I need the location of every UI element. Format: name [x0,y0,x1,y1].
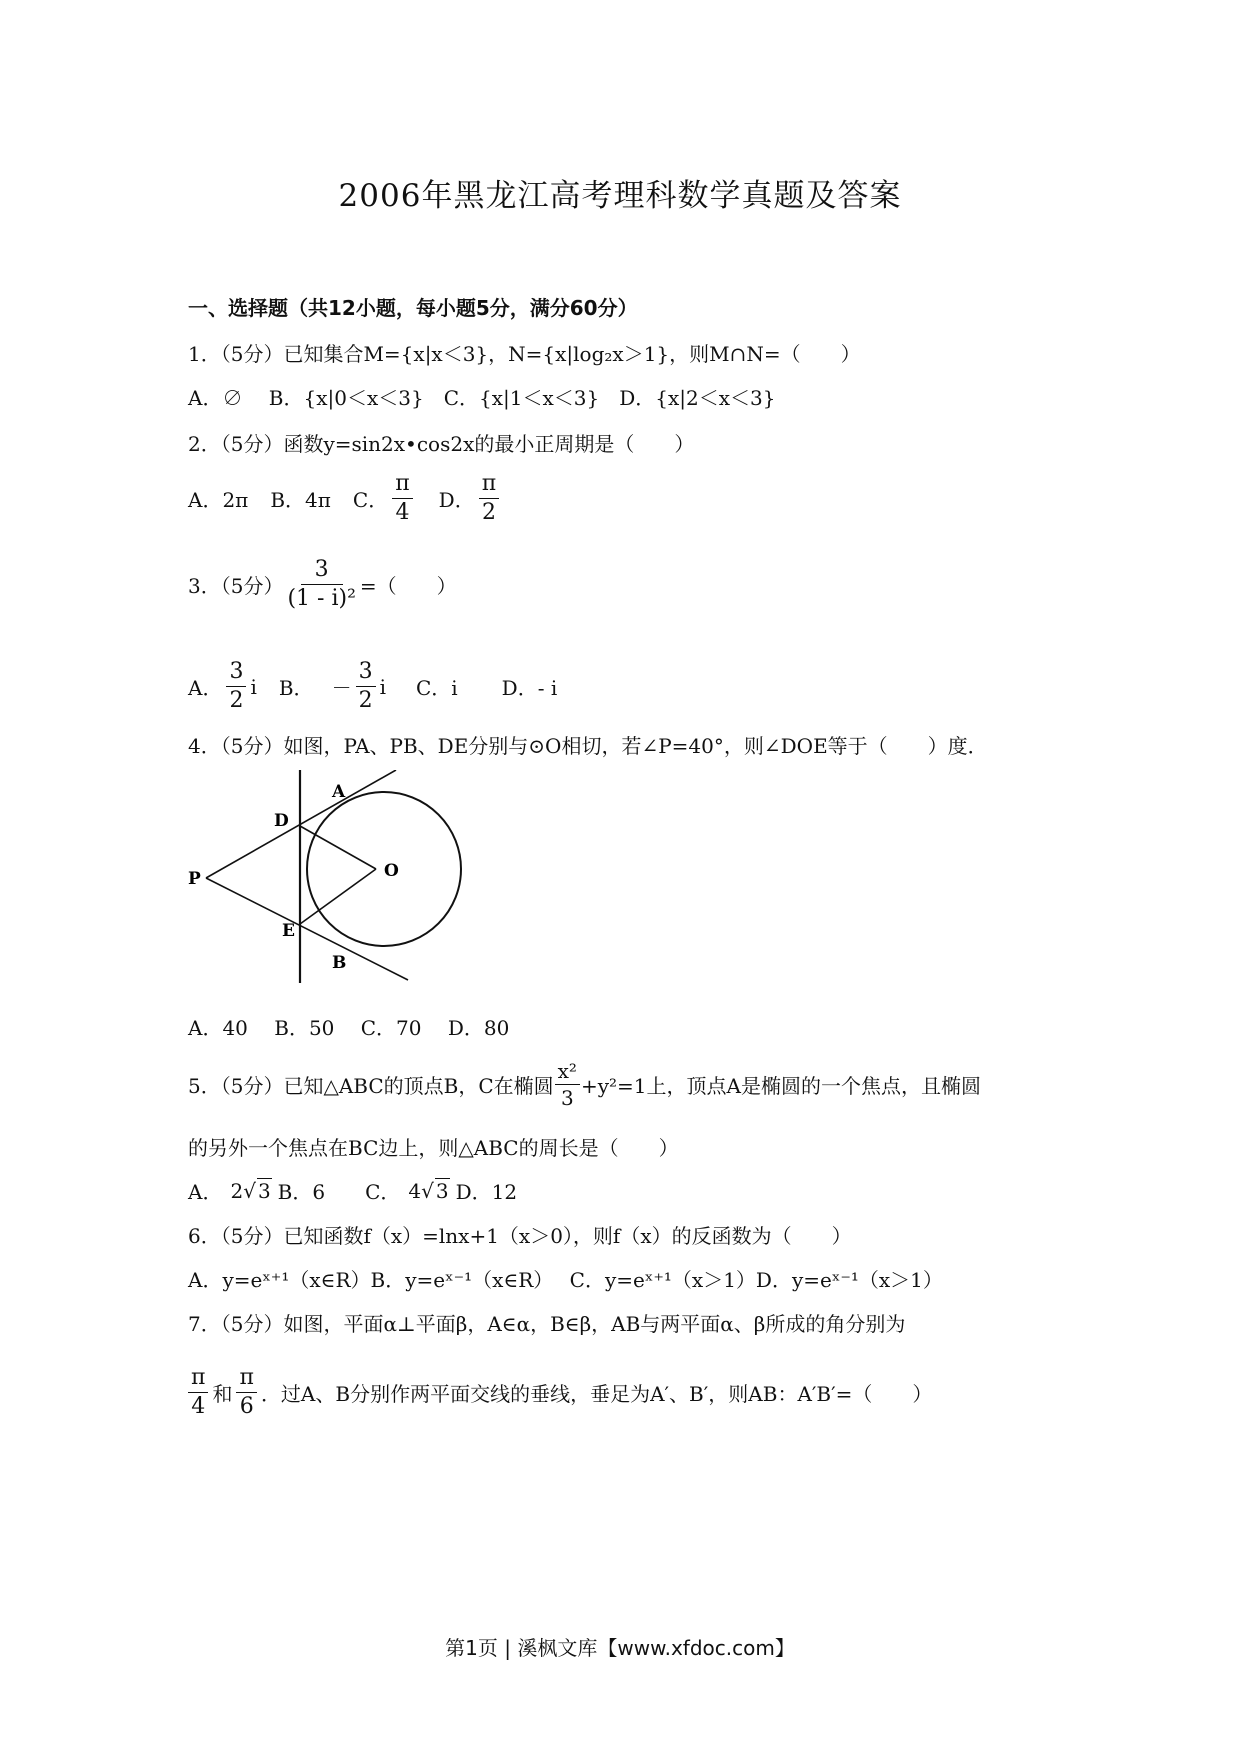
fraction-denominator: 2 [481,500,496,526]
q2-option-b: B．4π [270,488,331,513]
q5-option-c-radicand: 3 [435,1179,449,1203]
question-5-stem [188,1060,981,1109]
section-heading: 一、选择题（共12小题，每小题5分，满分60分） [188,296,638,320]
fraction-numerator: 3 [356,660,376,687]
q7-fraction-2 [236,1366,256,1419]
question-6-options: A．y=eˣ⁺¹（x∈R）B．y=eˣ⁻¹（x∈R） C．y=eˣ⁺¹（x＞1）D．y=eˣ⁻¹（x＞1） [188,1268,943,1292]
tangent-circle-figure [186,770,476,990]
label-b: B [332,953,347,973]
question-3-stem [188,558,457,611]
question-2-options [188,472,503,525]
question-7-stem: 7．（5分）如图，平面α⊥平面β，A∈α，B∈β，AB与两平面α、β所成的角分别为 [188,1312,906,1336]
fraction-numerator: π [236,1366,256,1393]
fraction-denominator: 6 [239,1394,254,1420]
fraction-denominator: 4 [395,500,410,526]
fraction-denominator: 2 [229,688,244,714]
q5-option-a-coef: 2 [230,1178,244,1203]
fraction-numerator: π [392,472,412,499]
q2-option-d-fraction [479,472,499,525]
q5-ellipse-fraction [555,1060,580,1109]
q2-option-c-fraction [392,472,412,525]
q5-option-a-label: A． [188,1180,223,1204]
q3-option-a-tail: i [250,674,257,699]
tangent-line-pb [206,878,408,980]
question-2-stem: 2．（5分）函数y=sin2x•cos2x的最小正周期是（ ） [188,432,695,456]
question-4-stem: 4．（5分）如图，PA、PB、DE分别与⊙O相切，若∠P=40°，则∠DOE等于（ ）度． [188,734,988,758]
q5-option-c-coef: 4 [408,1178,422,1203]
q3-option-a-fraction [226,660,246,713]
q5-stem-pre: 5．（5分）已知△ABC的顶点B，C在椭圆 [188,1074,554,1098]
q3-option-d: D．- i [501,676,558,701]
question-4-options: A．40 B．50 C．70 D．80 [188,1016,510,1040]
q7-tail: ．过A、B分别作两平面交线的垂线，垂足为A′、B′，则AB：A′B′=（ ） [260,1382,933,1407]
label-o: O [384,861,399,881]
q3-label: 3．（5分） [188,574,284,599]
q7-fraction-1 [188,1366,208,1419]
fraction-denominator: (1 - i)² [287,586,356,612]
q3-option-a-label: A． [188,676,223,701]
fraction-numerator: π [188,1366,208,1393]
sqrt-symbol: √ [243,1178,256,1203]
label-d: D [274,811,289,831]
q2-option-d-label: D． [438,488,475,513]
q3-option-c: C．i [415,676,458,701]
q2-option-a: A．2π [188,488,249,513]
q5-stem-post: +y²=1上，顶点A是椭圆的一个焦点，且椭圆 [580,1074,981,1098]
question-6-stem: 6．（5分）已知函数f（x）=lnx+1（x＞0），则f（x）的反函数为（ ） [188,1224,852,1248]
page-title: 2006年黑龙江高考理科数学真题及答案 [338,178,902,214]
fraction-numerator: π [479,472,499,499]
q7-mid: 和 [212,1382,233,1407]
q3-fraction [287,558,355,611]
question-5-options [188,1176,517,1205]
q5-option-b: B．6 C． [277,1180,401,1204]
label-a: A [332,782,346,802]
sqrt-symbol: √ [421,1178,434,1203]
fraction-denominator: 3 [560,1086,574,1110]
question-1-options: A．∅ B．{x|0＜x＜3} C．{x|1＜x＜3} D．{x|2＜x＜3} [188,386,776,410]
fraction-denominator: 4 [191,1394,206,1420]
question-7-stem-line2 [188,1366,932,1419]
question-3-options [188,660,557,713]
label-e: E [282,921,295,941]
label-p: P [188,869,201,889]
q3-option-b-label: B． [278,676,314,701]
segment-do [300,826,376,869]
page-footer: 第1页 | 溪枫文库【www.xfdoc.com】 [445,1636,795,1660]
question-5-stem-line2: 的另外一个焦点在BC边上，则△ABC的周长是（ ） [188,1136,679,1160]
q5-option-d: D．12 [455,1180,518,1204]
q5-option-a-radicand: 3 [257,1179,271,1203]
q3-option-b-fraction [356,660,376,713]
fraction-denominator: 2 [358,688,373,714]
q2-option-c-label: C． [352,488,389,513]
q3-option-b-sign: － [331,676,352,701]
q3-tail: =（ ） [359,574,457,599]
fraction-numerator: x² [555,1060,580,1085]
fraction-numerator: 3 [226,660,246,687]
q3-option-b-tail: i [379,674,386,699]
fraction-numerator: 3 [301,558,343,585]
question-1-stem: 1．（5分）已知集合M={x|x＜3}，N={x|log₂x＞1}，则M∩N=（ ） [188,342,861,366]
